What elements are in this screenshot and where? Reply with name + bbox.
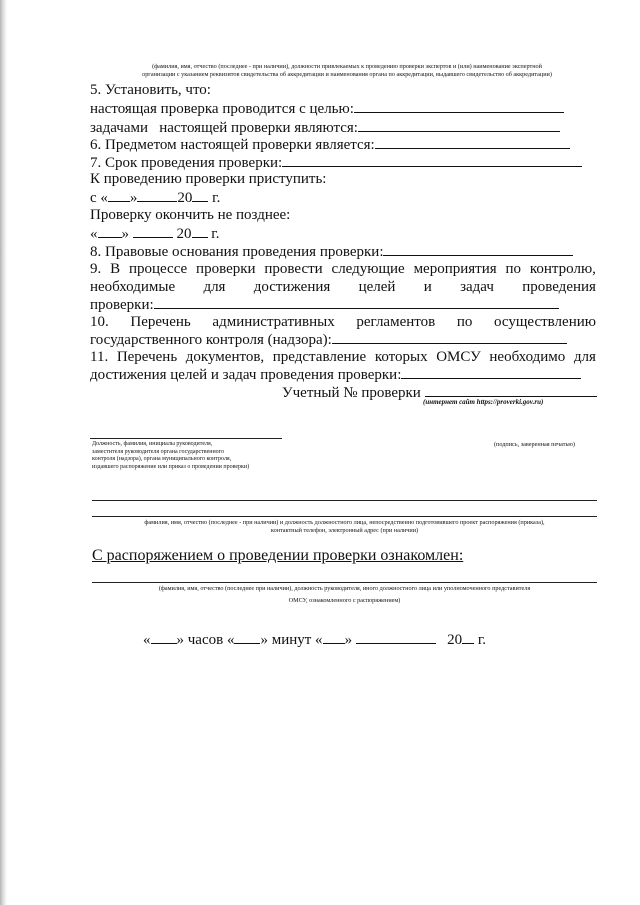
s11-w5: которых xyxy=(374,349,428,365)
s11-w1: 11. xyxy=(90,349,109,365)
s9-w7: мероприятия xyxy=(413,261,497,277)
period-field[interactable] xyxy=(282,154,582,167)
s9-w12: достижения xyxy=(253,279,331,295)
section9-line2 xyxy=(90,279,596,296)
signature-right-note: (подпись, заверенная печатью) xyxy=(494,441,575,448)
s10-w5: по xyxy=(456,314,473,330)
time-year: 20 xyxy=(447,632,463,648)
documents-field[interactable] xyxy=(401,366,581,379)
s10-w3: административных xyxy=(212,314,335,330)
finish-date xyxy=(90,225,219,243)
start-date xyxy=(90,189,220,207)
start-label: К проведению проверки приступить: xyxy=(90,171,327,187)
hours-field[interactable] xyxy=(234,631,260,644)
account-label: Учетный № проверки xyxy=(282,385,421,401)
subject-field[interactable] xyxy=(375,136,570,149)
section5-purpose xyxy=(90,100,564,118)
purpose-field[interactable] xyxy=(354,100,564,113)
account-number-field[interactable] xyxy=(425,384,597,397)
section9-line1 xyxy=(90,261,596,278)
s9-w9: контролю, xyxy=(529,261,596,277)
section5-title: 5. Установить, что: xyxy=(90,82,211,98)
section11-line1 xyxy=(90,349,596,366)
s9-w11: для xyxy=(203,279,226,295)
time-close: » xyxy=(344,632,353,648)
section8-label: 8. Правовые основания проведения проверки: xyxy=(90,244,384,260)
time-hours: » часов « xyxy=(176,632,235,648)
finish-year: 20 xyxy=(176,226,192,242)
tasks-field[interactable] xyxy=(358,119,560,132)
s9-w10: необходимые xyxy=(90,279,176,295)
acquainted-note-line2: ОМСУ, ознакомленного с распоряжением) xyxy=(288,597,401,604)
start-day-field[interactable] xyxy=(108,189,130,202)
s10-w1: 10. xyxy=(90,314,109,330)
start-month-field[interactable] xyxy=(137,189,177,202)
start-year: 20 xyxy=(177,190,193,206)
s10-w4: регламентов xyxy=(356,314,436,330)
day-field[interactable] xyxy=(151,631,177,644)
s9-w4: проверки xyxy=(196,261,256,277)
s11-w6: ОМСУ xyxy=(436,349,481,365)
preparer-note xyxy=(92,519,597,535)
finish-g: г. xyxy=(211,226,220,242)
s11-w3: документов, xyxy=(185,349,265,365)
year-field[interactable] xyxy=(462,631,474,644)
finish-q: » xyxy=(121,226,129,242)
finish-day-field[interactable] xyxy=(98,225,122,238)
s9-w15: задач xyxy=(460,279,494,295)
account-note: (интернет сайт https://proverki.gov.ru) xyxy=(423,398,544,406)
section11-line2 xyxy=(90,366,581,384)
legal-basis-field[interactable] xyxy=(383,243,573,256)
s9-w13: целей xyxy=(358,279,396,295)
s9-w16: проведения xyxy=(522,279,596,295)
s9-w6: следующие xyxy=(331,261,405,277)
start-g: г. xyxy=(212,190,221,206)
s9-w2: В xyxy=(110,261,121,277)
finish-label: Проверку окончить не позднее: xyxy=(90,207,291,223)
s10-control: государственного контроля (надзора): xyxy=(90,332,332,348)
s9-w3: процессе xyxy=(128,261,188,277)
header-note xyxy=(92,63,602,79)
s11-w4: представление xyxy=(272,349,367,365)
section5-tasks-a: задачами xyxy=(90,120,148,136)
s11-w2: Перечень xyxy=(116,349,178,365)
section5-tasks xyxy=(90,119,560,137)
s9-w1: 9. xyxy=(90,261,102,277)
section10-line2 xyxy=(90,331,567,349)
header-note-line2: организации с указанием реквизитов свидетельства об аккредитации и наименования органа по аккредитации, выдавшего свидетельство об аккредитации) xyxy=(142,71,552,78)
regulations-field[interactable] xyxy=(332,331,567,344)
preparer-rule-1 xyxy=(92,500,597,501)
s10-w2: Перечень xyxy=(130,314,191,330)
acquainted-note-line1: (фамилия, имя, отчество (последнее при наличии), должность руководителя, иного должностного лица или уполномоченного представителя xyxy=(158,585,531,592)
s11-w7: необходимо xyxy=(489,349,566,365)
finish-year-field[interactable] xyxy=(192,225,208,238)
finish-open: « xyxy=(90,226,98,242)
time-g: г. xyxy=(477,632,487,648)
signature-left-line1: Должность, фамилия, инициалы руководителя, xyxy=(92,441,213,447)
section6 xyxy=(90,136,570,154)
signature-left-rule xyxy=(90,438,282,439)
section5-purpose-label: настоящая проверка проводится с целью: xyxy=(90,101,354,117)
minutes-field[interactable] xyxy=(323,631,345,644)
acquainted-rule xyxy=(92,582,597,583)
s9-w14: и xyxy=(423,279,432,295)
signature-left-line3: контроля (надзора), органа муниципального контроля, xyxy=(92,456,232,462)
header-note-line1: (фамилия, имя, отчество (последнее - при наличии), должности привлекаемых к проведению проверки экспертов и (или) наименование экспертной xyxy=(152,63,542,70)
preparer-rule-2 xyxy=(92,516,597,517)
s10-w6: осуществлению xyxy=(494,314,596,330)
signature-left-line2: заместителя руководителя органа государственного xyxy=(92,448,224,455)
time-minutes: » минут « xyxy=(260,632,323,648)
acquainted-title: С распоряжением о проведении проверки ознакомлен: xyxy=(92,547,464,564)
measures-field[interactable] xyxy=(154,296,559,309)
signature-left-note xyxy=(92,441,249,471)
start-year-field[interactable] xyxy=(192,189,208,202)
acquainted-note xyxy=(92,585,597,605)
preparer-note-line1: фамилия, имя, отчество (последнее - при наличии) и должность должностного лица, непосредственно подготовившего проект распоряжения (приказа), xyxy=(144,519,545,526)
section10-line1 xyxy=(90,314,596,331)
section7-label: 7. Срок проведения проверки: xyxy=(90,155,283,171)
signature-left-line4: издавшего распоряжение или приказ о проведении проверки) xyxy=(92,463,250,470)
s11-goals: достижения целей и задач проведения проверки: xyxy=(90,367,402,383)
preparer-note-line2: контактный телефон, электронный адрес (при наличии) xyxy=(270,527,419,534)
section9-line3 xyxy=(90,296,559,314)
section6-label: 6. Предметом настоящей проверки является: xyxy=(90,137,375,153)
month-field[interactable] xyxy=(356,631,436,644)
start-c: с « xyxy=(90,190,108,206)
s9-w8: по xyxy=(505,261,522,277)
section5-tasks-b: настоящей проверки являются: xyxy=(159,120,358,136)
s9-w5: провести xyxy=(264,261,323,277)
section8 xyxy=(90,243,573,261)
s11-w8: для xyxy=(573,349,596,365)
section7 xyxy=(90,154,582,172)
scan-edge xyxy=(0,0,7,905)
finish-month-field[interactable] xyxy=(133,225,173,238)
time-line xyxy=(143,631,486,649)
s9-checks: проверки: xyxy=(90,297,154,313)
time-open: « xyxy=(143,632,151,648)
start-q: » xyxy=(129,190,138,206)
